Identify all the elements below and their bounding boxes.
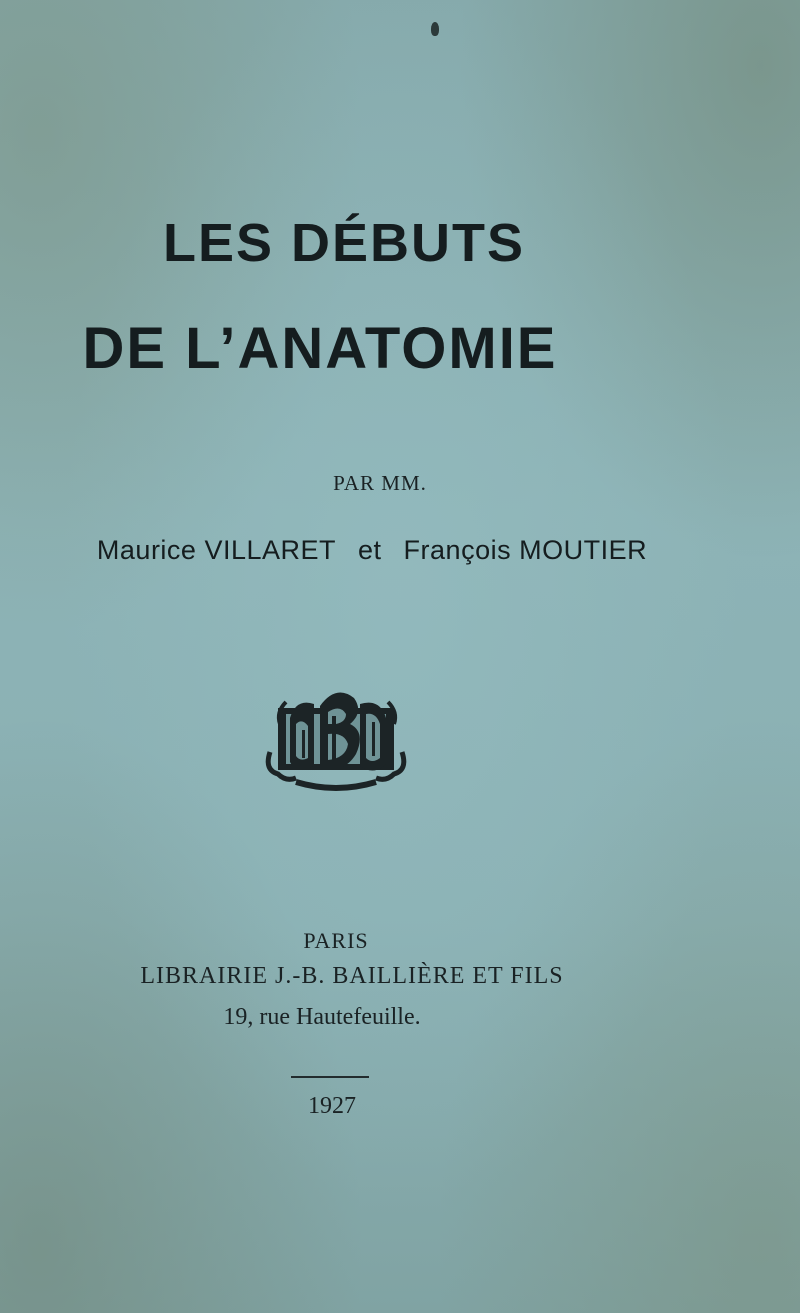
publication-year: 1927 — [308, 1093, 356, 1119]
publisher-city: PARIS — [303, 928, 369, 953]
publisher-logo — [256, 678, 416, 798]
author-1: Maurice VILLARET — [96, 535, 337, 565]
title-line-2: DE L’ANATOMIE — [82, 316, 558, 381]
divider-rule — [291, 1076, 369, 1078]
author-2: François MOUTIER — [403, 535, 648, 565]
publisher-name: LIBRAIRIE J.-B. BAILLIÈRE ET FILS — [140, 963, 564, 989]
author-conjunction: et — [358, 535, 382, 565]
publisher-address: 19, rue Hautefeuille. — [223, 1004, 421, 1030]
ink-speck — [431, 22, 439, 36]
authors-line — [0, 535, 772, 566]
byline-prefix: PAR MM. — [333, 471, 427, 495]
title-line-1: LES DÉBUTS — [162, 213, 526, 273]
